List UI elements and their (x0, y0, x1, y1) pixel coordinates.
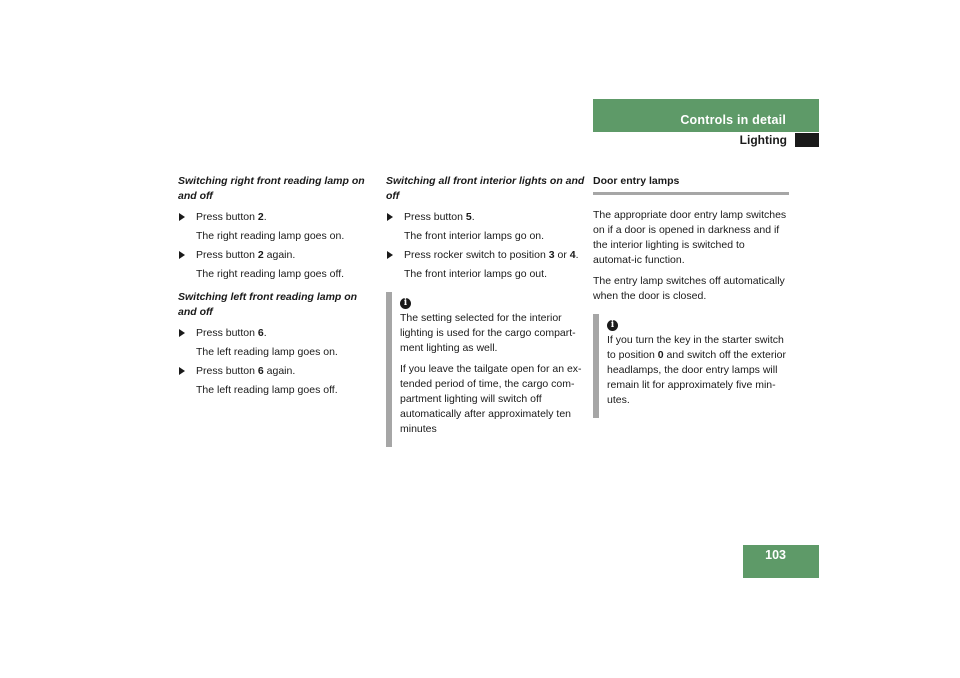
note-text: If you leave the tailgate open for an ex-tended period of time, the cargo com-partment lighting will switch off automatically after approximately ten minutes (400, 363, 582, 435)
info-note (386, 292, 586, 447)
chapter-title: Controls in detail (680, 113, 786, 127)
paragraph: The entry lamp switches off automatically when the door is closed. (593, 275, 785, 302)
info-icon: i (400, 298, 411, 309)
note-text: The setting selected for the interior lighting is used for the cargo compart-ment lighting as well. (400, 312, 576, 354)
info-icon: i (607, 320, 618, 331)
header-bar (593, 99, 819, 132)
bullet-arrow-icon (387, 213, 393, 221)
step-item: Press button 6 again. (178, 364, 378, 379)
step-item: Press button 5. (386, 210, 586, 225)
step-result: The left reading lamp goes on. (196, 346, 338, 358)
bullet-arrow-icon (179, 329, 185, 337)
section-title: Lighting (739, 133, 787, 147)
step-item: Press button 2 again. (178, 248, 378, 263)
column-right (593, 174, 789, 418)
right-lamp-heading: Switching right front reading lamp on and off (178, 175, 365, 202)
bullet-arrow-icon (179, 251, 185, 259)
info-note (593, 314, 789, 418)
page-number-box (743, 545, 819, 578)
paragraph: The appropriate door entry lamp switches on if a door is opened in darkness and if the interior lighting is switched to automat-ic function. (593, 209, 787, 266)
step-result: The right reading lamp goes on. (196, 230, 345, 242)
left-lamp-heading: Switching left front reading lamp on and off (178, 291, 358, 318)
page-number: 103 (765, 548, 786, 562)
bullet-arrow-icon (387, 251, 393, 259)
step-result: The front interior lamps go on. (404, 230, 545, 242)
door-entry-heading: Door entry lamps (593, 174, 789, 195)
step-item: Press button 6. (178, 326, 378, 341)
column-middle (386, 174, 586, 447)
step-item: Press rocker switch to position 3 or 4. (386, 248, 586, 263)
step-item: Press button 2. (178, 210, 378, 225)
step-result: The right reading lamp goes off. (196, 268, 345, 280)
bullet-arrow-icon (179, 213, 185, 221)
section-marker (795, 133, 819, 147)
bullet-arrow-icon (179, 367, 185, 375)
note-text: If you turn the key in the starter switch to position 0 and switch off the exterior headlamps, the door entry lamps will remain lit for approximately five min-utes. (607, 334, 787, 406)
all-lights-heading: Switching all front interior lights on and off (386, 175, 585, 202)
step-result: The left reading lamp goes off. (196, 384, 338, 396)
column-left (178, 174, 378, 402)
step-result: The front interior lamps go out. (404, 268, 547, 280)
